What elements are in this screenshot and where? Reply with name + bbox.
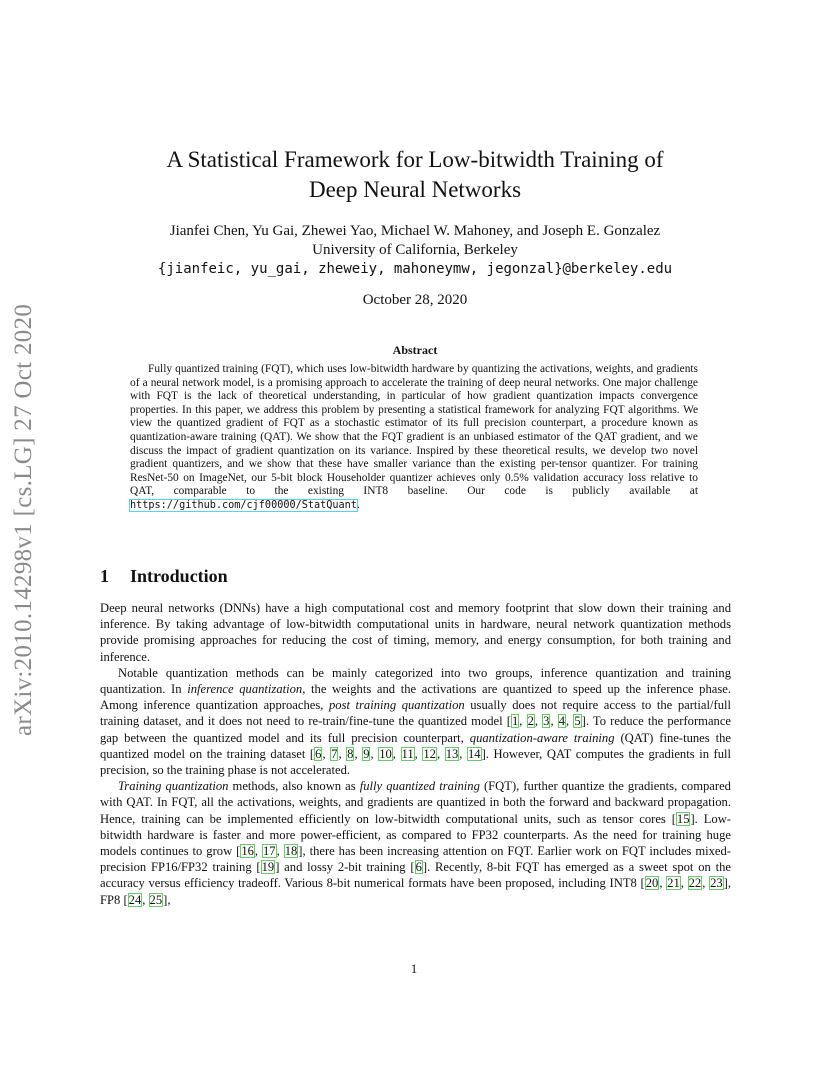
citation-separator: , (392, 746, 401, 761)
citation-separator: , (436, 746, 445, 761)
page-number: 1 (410, 962, 418, 976)
emphasis: quantization-aware training (469, 730, 615, 745)
citation-group (128, 893, 163, 907)
citation-link[interactable]: 23 (710, 876, 723, 891)
citation-link[interactable]: 12 (423, 746, 436, 761)
citation-separator: , (414, 746, 423, 761)
text-run: ] and lossy 2-bit training [ (275, 860, 415, 875)
code-repository-link[interactable]: https://github.com/cjf00000/StatQuant (130, 499, 357, 511)
citation-separator: , (550, 714, 558, 729)
citation-link[interactable]: 24 (128, 892, 142, 907)
abstract-body (130, 363, 698, 513)
text-run: ]. However, QAT computes the gradients in full precision, so the training phase is not accelerated. (100, 746, 732, 778)
citation-separator: , (534, 714, 543, 729)
citation-separator: , (519, 714, 527, 729)
citation-link[interactable]: 16 (241, 844, 254, 859)
citation-link[interactable]: 3 (543, 714, 550, 729)
citation-link[interactable]: 15 (676, 811, 690, 826)
text-run: ]. To reduce the performance gap between the quantized model and its full precision counterpart, (100, 714, 732, 745)
text-run: Notable quantization methods can be mainly categorized into two groups, inference quantization and training quantization. In (100, 665, 731, 697)
text-run: ], there has been increasing attention on FQT. Earlier work on FQT includes mixed-precision FP16/FP32 training [ (100, 844, 731, 875)
text-run: ], FP8 [ (100, 876, 732, 907)
citation-link[interactable]: 2 (527, 714, 534, 729)
section-title: Introduction (130, 566, 228, 586)
title-line-1: A Statistical Framework for Low-bitwidth Training of (166, 147, 664, 172)
paragraph-2 (100, 665, 731, 778)
citation-link[interactable]: 21 (667, 876, 680, 891)
citation-group (645, 876, 724, 890)
citation-separator: , (702, 876, 710, 891)
arxiv-side-stamp: arXiv:2010.14298v1 [cs.LG] 27 Oct 2020 (10, 303, 37, 736)
citation-separator: , (322, 746, 331, 761)
citation-separator: , (276, 844, 284, 859)
emphasis: post training quantization (328, 698, 465, 713)
citation-group (240, 844, 298, 858)
citation-separator: , (254, 844, 262, 859)
section-number: 1 (100, 566, 109, 586)
citation-link[interactable]: 8 (347, 746, 354, 761)
citation-link[interactable]: 13 (445, 746, 459, 761)
abstract-text: Fully quantized training (FQT), which uses low-bitwidth hardware by quantizing the activations, weights, and gradients of a neural network model, is a promising approach to accelerate the training of deep neural networks. One major challenge with FQT is the lack of theoretical understanding, in particular of how gradient quantization impacts convergence properties. In this paper, we address this problem by presenting a statistical framework for analyzing FQT algorithms. We view the quantized gradient of FQT as a stochastic estimator of its full precision counterpart, a procedure known as quantization-aware training (QAT). We show that the FQT gradient is an unbiased estimator of the QAT gradient, and we discuss the impact of gradient quantization on its variance. Inspired by these theoretical results, we develop two novel gradient quantizers, and we show that these have smaller variance than the existing per-tensor quantizer. For training ResNet-50 on ImageNet, our 5-bit block Householder quantizer achieves only 0.5% validation accuracy loss relative to QAT, comparable to the existing INT8 baseline. Our code is publicly available at (130, 363, 698, 498)
citation-separator: , (459, 746, 467, 761)
text-run: usually does not require access to the partial/full training dataset, and it does not need to re-train/fine-tune the quantized model [ (100, 698, 731, 729)
text-run: ], (163, 892, 171, 907)
paper-date: October 28, 2020 (362, 292, 468, 308)
citation-separator: , (659, 876, 667, 891)
emphasis: inference quantization (187, 682, 303, 697)
citation-separator: , (680, 876, 688, 891)
citation-separator: , (354, 746, 363, 761)
citation-link[interactable]: 20 (645, 876, 659, 891)
citation-separator: , (566, 714, 574, 729)
citation-link[interactable]: 22 (688, 876, 702, 891)
citation-link[interactable]: 19 (261, 860, 275, 875)
citation-link[interactable]: 14 (468, 746, 481, 761)
citation-separator: , (338, 746, 347, 761)
citation-link[interactable]: 9 (363, 746, 370, 761)
text-run: (FQT), further quantize the gradients, compared with QAT. In FQT, all the activations, weights, and gradients are quantized in both the forward and backward propagation. Hence, training can be implemented efficiently on low-bitwidth computational units, such as tensor cores [ (100, 779, 731, 826)
emphasis: Training quantization (118, 779, 229, 794)
citation-separator: , (370, 746, 379, 761)
paragraph-3 (100, 778, 731, 908)
text-run: ]. Low-bitwidth hardware is faster and more power-efficient, as compared to FP32 counterparts. As the need for training huge models continues to grow [ (100, 811, 731, 859)
author-list: Jianfei Chen, Yu Gai, Zhewei Yao, Michael W. Mahoney, and Joseph E. Gonzalez (169, 223, 661, 239)
paper-title (100, 145, 730, 205)
citation-link[interactable]: 11 (401, 746, 414, 761)
text-run: (QAT) fine-tunes the quantized model on the training dataset [ (100, 730, 732, 761)
text-run: methods, also known as (228, 779, 360, 794)
affiliation: University of California, Berkeley (312, 242, 518, 258)
citation-link[interactable]: 10 (379, 746, 392, 761)
paragraph-1: Deep neural networks (DNNs) have a high computational cost and memory footprint that slow down their training and inference. By taking advantage of low-bitwidth computational units in hardware, neural network quantization methods provide promising approaches for reducing the cost of timing, memory, and energy consumption, for both training and inference. (100, 601, 731, 664)
citation-link[interactable]: 6 (315, 746, 322, 761)
citation-link[interactable]: 17 (263, 844, 276, 859)
citation-group (511, 714, 582, 728)
citation-link[interactable]: 18 (284, 844, 298, 859)
citation-link[interactable]: 1 (511, 714, 519, 729)
citation-link[interactable]: 7 (331, 746, 338, 761)
title-line-2: Deep Neural Networks (308, 177, 522, 202)
text-run: ]. Recently, 8-bit FQT has emerged as a sweet spot on the accuracy versus efficiency tradeoff. Various 8-bit numerical formats have been proposed, including INT8 [ (100, 860, 731, 891)
introduction-body (100, 600, 731, 908)
citation-link[interactable]: 6 (415, 860, 422, 875)
author-emails: {jianfeic, yu_gai, zheweiy, mahoneymw, jegonzal}@berkeley.edu (157, 261, 673, 277)
citation-link[interactable]: 4 (558, 714, 566, 729)
citation-link[interactable]: 25 (149, 892, 163, 907)
emphasis: fully quantized training (359, 779, 480, 794)
citation-separator: , (142, 892, 149, 907)
citation-group (314, 747, 481, 761)
abstract-heading: Abstract (392, 343, 438, 357)
abstract-end: . (356, 498, 360, 511)
text-run: , the weights and the activations are quantized to speed up the inference phase. Among inference quantization approaches, (100, 682, 731, 713)
citation-link[interactable]: 5 (574, 714, 581, 729)
section-heading-introduction (100, 566, 228, 587)
